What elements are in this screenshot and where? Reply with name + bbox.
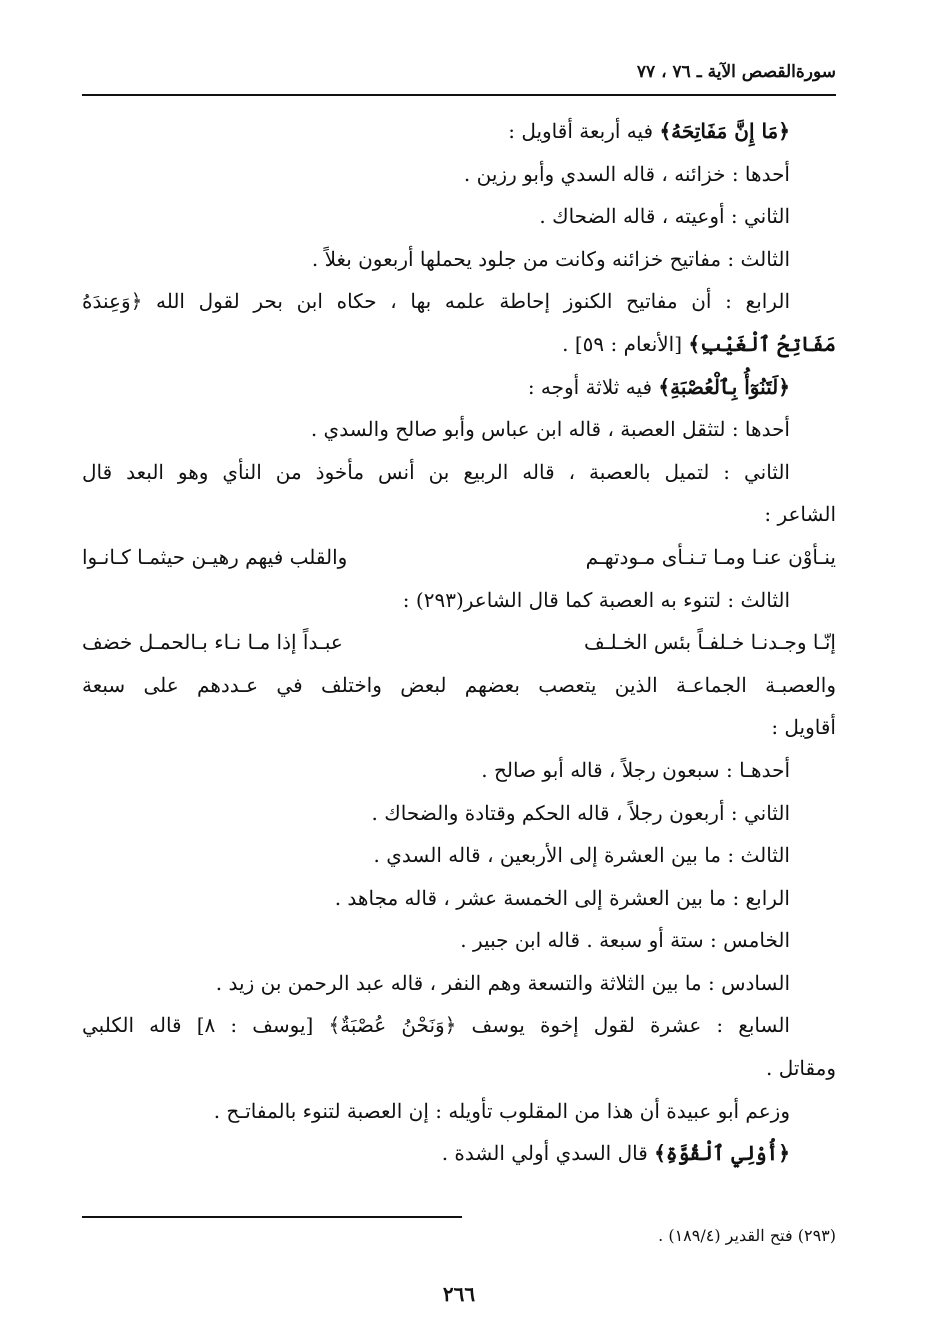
line-text: الثالث : مفاتيح خزائنه وكانت من جلود يحملها أربعون بغلاً . (311, 246, 790, 271)
line-text: أقاويل : (771, 715, 836, 740)
text-line (82, 366, 836, 409)
text-line (82, 834, 836, 877)
text-line (82, 110, 836, 153)
line-text: [الأنعام : ٥٩] . (562, 331, 689, 356)
text-line (82, 195, 836, 238)
footnote-rule (82, 1216, 462, 1218)
line-text: الثالث : ما بين العشرة إلى الأربعين ، قاله السدي . (373, 843, 790, 868)
running-header: سورةالقصص الآية ـ ٧٦ ، ٧٧ (636, 62, 836, 82)
line-text: أحدها : لتثقل العصبة ، قاله ابن عباس وأبو صالح والسدي . (310, 417, 790, 442)
quran-quote: ﴿لَتَنُوٓأُ بِٱلْعُصْبَةِ﴾ (658, 374, 790, 399)
body-text (82, 110, 836, 1175)
text-line (82, 877, 836, 920)
line-text: قال السدي أولي الشدة . (441, 1141, 655, 1166)
text-line (82, 962, 836, 1005)
text-line (82, 238, 836, 281)
text-line (82, 493, 836, 536)
text-line (82, 323, 836, 366)
text-line (82, 153, 836, 196)
line-text: ومقاتل . (765, 1056, 836, 1081)
text-line (82, 1132, 836, 1175)
line-text: الثاني : أوعيته ، قاله الضحاك . (539, 204, 790, 229)
line-text: أحدها : خزائنه ، قاله السدي وأبو رزين . (463, 161, 790, 186)
line-text: الثاني : لتميل بالعصبة ، قاله الربيع بن أنس مأخوذ من النأي وهو البعد قال (82, 459, 790, 484)
verse-2-second-hemistich: عبـداً إذا مـا نـاء بـالحمـل خضف (82, 630, 343, 655)
text-line (82, 919, 836, 962)
verse-1-second-hemistich: والقلب فيهم رهيـن حيثمـا كـانـوا (82, 544, 348, 569)
text-line (82, 280, 836, 323)
poetry-verse-2 (82, 621, 836, 664)
text-line (82, 1047, 836, 1090)
book-page (82, 50, 836, 1310)
verse-2-first-hemistich: إنّـا وجـدنـا خـلفـاً بئس الخـلـف (583, 630, 836, 655)
line-text: الرابع : ما بين العشرة إلى الخمسة عشر ، قاله مجاهد . (334, 885, 790, 910)
quran-quote: ﴿مَا إِنَّ مَفَاتِحَهُ﴾ (659, 119, 790, 143)
verse-1-first-hemistich: ينـأوْن عنـا ومـا تـنـأى مـودتهـم (585, 544, 836, 569)
line-text: الرابع : أن مفاتيح الكنوز إحاطة علمه بها ، حكاه ابن بحر لقول الله ﴿وَعِندَهُ (82, 289, 790, 314)
line-text: الشاعر : (764, 502, 836, 527)
header-rule (82, 94, 836, 96)
line-text: السادس : ما بين الثلاثة والتسعة وهم النفر ، قاله عبد الرحمن بن زيد . (215, 970, 790, 995)
line-text: أحدهـا : سبعون رجلاً ، قاله أبو صالح . (481, 757, 790, 782)
footnote: (٢٩٣) فتح القدير (١٨٩/٤) . (658, 1226, 836, 1245)
quran-quote: مَفَاتِحُ ٱلْغَيْبِ﴾ (688, 331, 836, 356)
line-text: والعصبـة الجماعـة الذين يتعصب بعضهم لبعض واختلف في عـددهم على سبعة (82, 672, 836, 697)
text-line (82, 792, 836, 835)
page-number: ٢٦٦ (442, 1282, 476, 1306)
text-line-poet: الثالث : لتنوء به العصبة كما قال الشاعر(٢٩٣) : (402, 587, 790, 612)
line-text: فيه ثلاثة أوجه : (527, 374, 659, 399)
line-text: فيه أربعة أقاويل : (508, 119, 660, 143)
poetry-verse-1 (82, 536, 836, 579)
text-line (82, 1004, 836, 1047)
text-line (82, 408, 836, 451)
text-line (82, 1090, 836, 1133)
text-line (82, 451, 836, 494)
text-line (82, 749, 836, 792)
line-text: وزعم أبو عبيدة أن هذا من المقلوب تأويله : إن العصبة لتنوء بالمفاتـح . (213, 1098, 790, 1123)
quran-quote: ﴿أُوْلِي ٱلْقُوَّةِ﴾ (654, 1141, 790, 1166)
line-text: الخامس : ستة أو سبعة . قاله ابن جبير . (460, 928, 790, 953)
text-line (82, 706, 836, 749)
text-line (82, 664, 836, 707)
line-text: الثاني : أربعون رجلاً ، قاله الحكم وقتادة والضحاك . (371, 800, 790, 825)
line-text: السابع : عشرة لقول إخوة يوسف ﴿وَنَحْنُ عُصْبَةٌ﴾ [يوسف : ٨] قاله الكلبي (82, 1013, 790, 1038)
